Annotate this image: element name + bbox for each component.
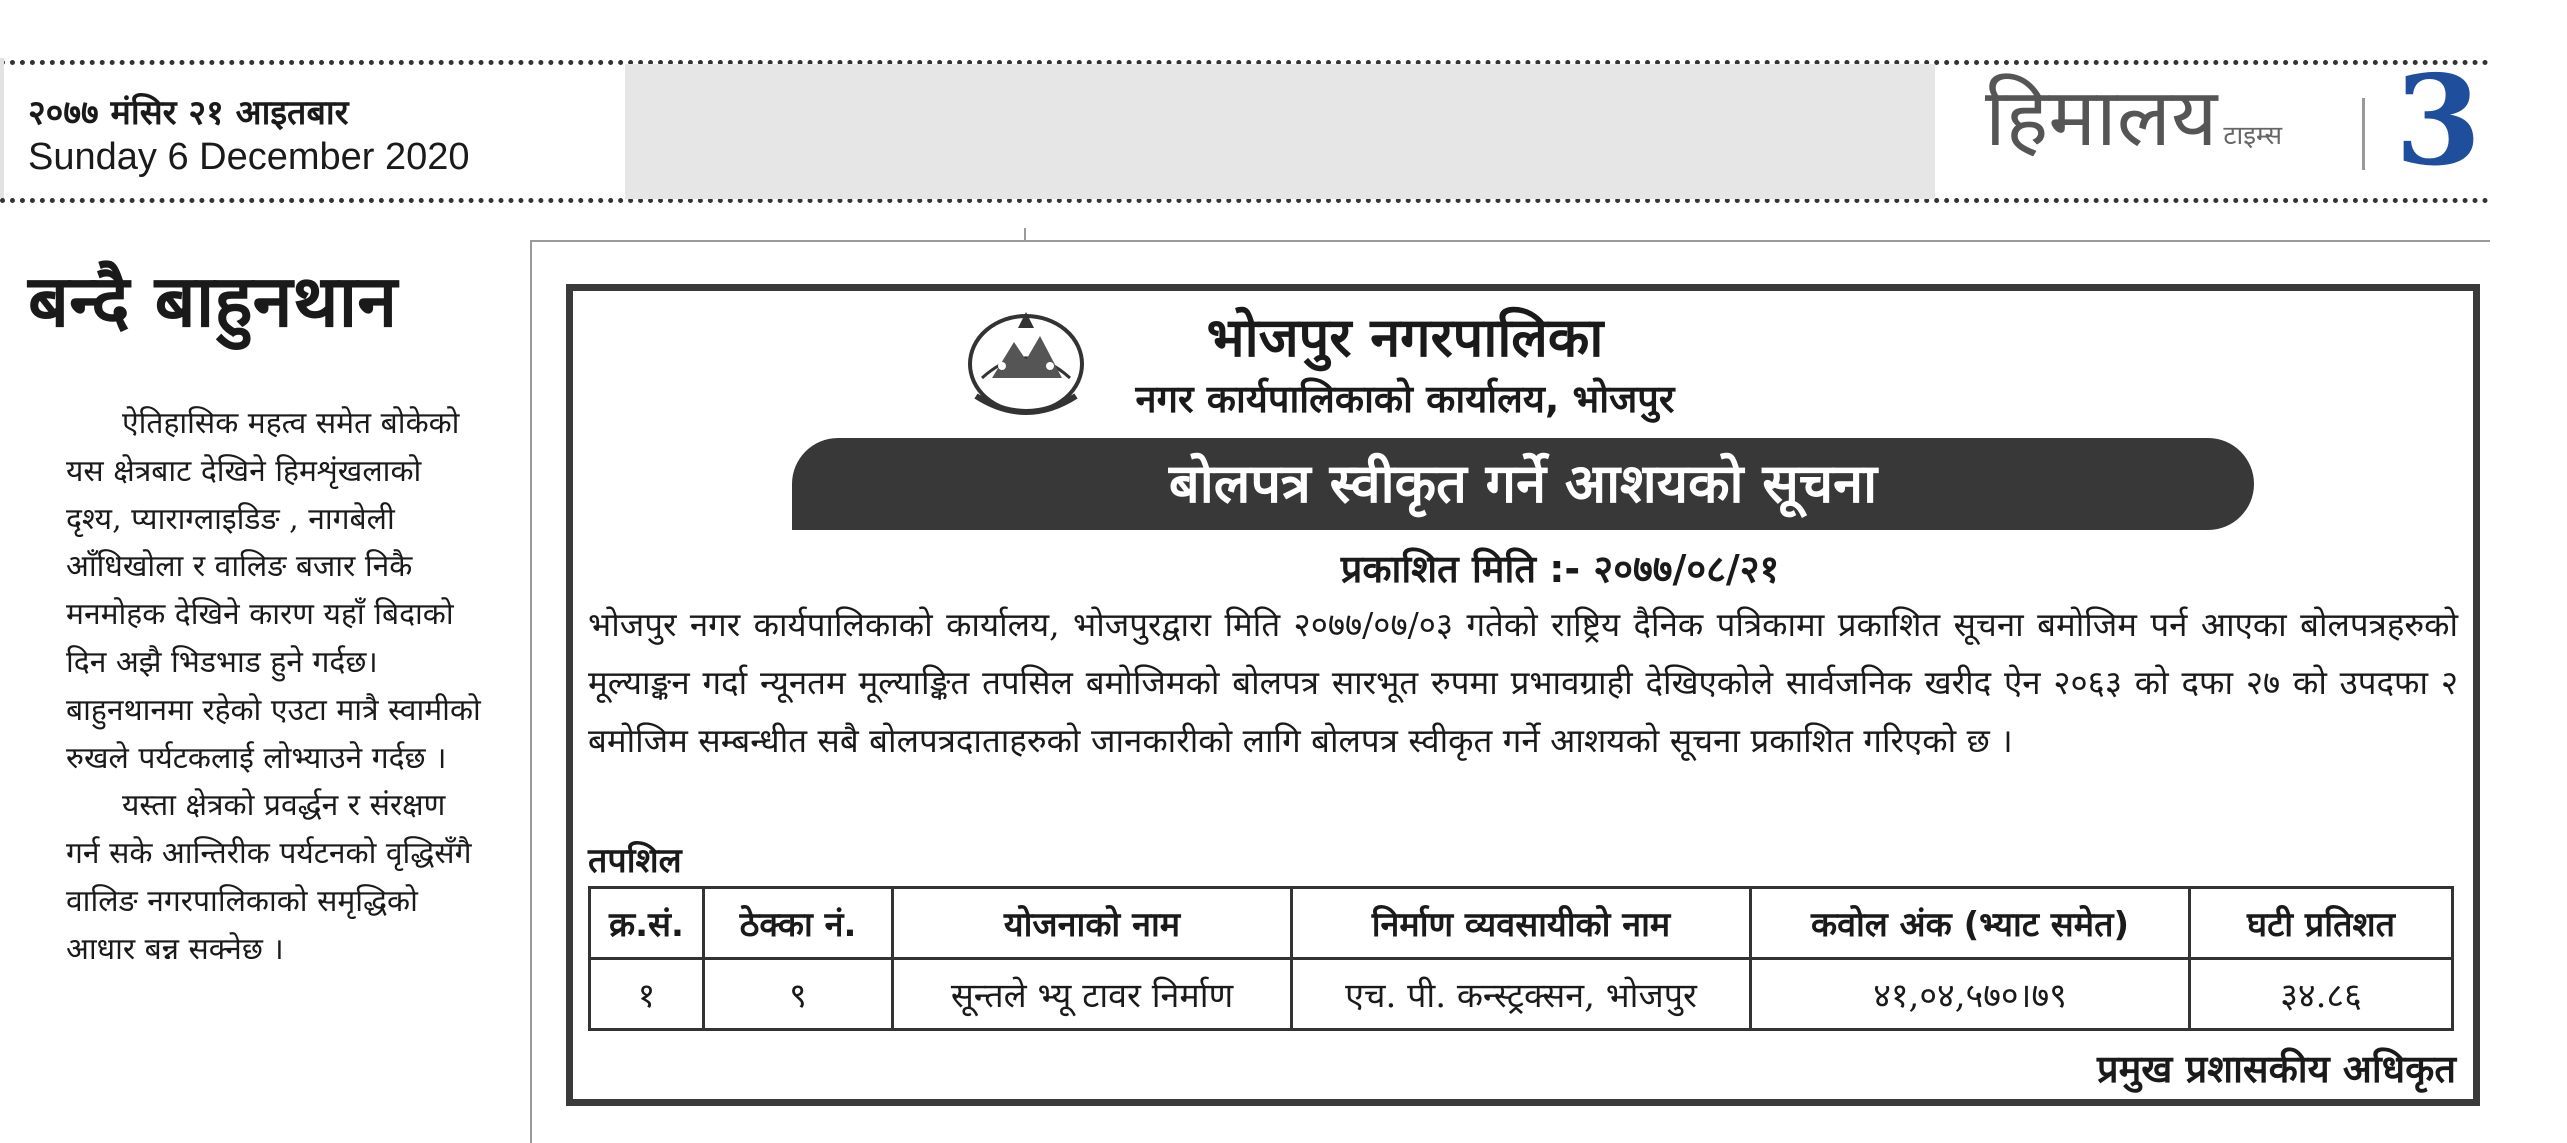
page-number: 3 [2395,49,2482,194]
table-header-row [590,888,2453,959]
ad-frame-top [530,240,2490,242]
margin-mark [0,58,4,198]
cell-bid-amount: ४१,०४,५७०।७९ [1751,959,2190,1030]
notice-body: भोजपुर नगर कार्यपालिकाको कार्यालय, भोजपुरद्वारा मिति २०७७/०७/०३ गतेको राष्ट्रिय दैनिक पत्रिकामा प्रकाशित सूचना बमोजिम पर्न आएका बोलपत्रहरुको मूल्याङ्कन गर्दा न्यूनतम मूल्याङ्कित तपसिल बमोजिमको बोलपत्र सारभूत रुपमा प्रभावग्राही देखिएकोले सार्वजनिक खरीद ऐन २०६३ को दफा २७ को उपदफा २ बमोजिम सम्बन्धीत सबै बोलपत्रदाताहरुको जानकारीको लागि बोलपत्र स्वीकृत गर्ने आशयको सूचना प्रकाशित गरिएको छ । [588,605,2458,760]
notice-heading: बोलपत्र स्वीकृत गर्ने आशयको सूचना [1168,452,1878,515]
organization-office: नगर कार्यपालिकाको कार्यालय, भोजपुर [1135,377,1675,421]
masthead-divider [2362,98,2365,170]
col-header-bid-amount: कवोल अंक (भ्याट समेत) [1751,888,2190,959]
header-ad-band [625,64,1935,199]
col-header-serial: क्र.सं. [590,888,704,959]
cell-project-name: सून्तले भ्यू टावर निर्माण [893,959,1292,1030]
column-paragraph: ऐतिहासिक महत्व समेत बोकेको यस क्षेत्रबाट देखिने हिमशृंखलाको दृश्य, प्याराग्लाइडिङ , नागबेली आँधिखोला र वालिङ बजार निकै मनमोहक देखिने कारण यहाँ बिदाको दिन अझै भिडभाड हुने गर्दछ। बाहुनथानमा रहेको एउटा मात्रै स्वामीको रुखले पर्यटकलाई लोभ्याउने गर्दछ । [66,406,481,776]
column-body [66,400,486,974]
date-nepali: २०७७ मंसिर २१ आइतबार [28,93,349,133]
frame-tick [1024,228,1026,242]
col-header-contract-no: ठेक्का नं. [704,888,893,959]
published-date: प्रकाशित मिति :- २०७७/०८/२१ [1340,547,1780,591]
table-row [590,959,2453,1030]
masthead-title: हिमालय [1985,71,2218,164]
col-header-project-name: योजनाको नाम [893,888,1292,959]
masthead [1985,71,2283,164]
cell-contract-no: ९ [704,959,893,1030]
nepal-emblem-icon [962,308,1090,420]
masthead-subtitle: टाइम्स [2223,121,2283,151]
schedule-table [588,886,2454,1031]
date-english: Sunday 6 December 2020 [28,136,470,178]
cell-serial: १ [590,959,704,1030]
cell-contractor: एच. पी. कन्स्ट्रक्सन, भोजपुर [1292,959,1751,1030]
schedule-label: तपशिल [588,841,682,881]
column-title: बन्दै बाहुनथान [28,258,398,343]
column-paragraph: यस्ता क्षेत्रको प्रवर्द्धन र संरक्षण गर्न सके आन्तिरीक पर्यटनको वृद्धिसँगै वालिङ नगरपालिकाको समृद्धिको आधार बन्न सक्नेछ । [66,788,472,967]
notice-heading-banner [792,438,2254,530]
col-header-discount: घटी प्रतिशत [2190,888,2453,959]
organization-name: भोजपुर नगरपालिका [1206,306,1604,369]
col-header-contractor: निर्माण व्यवसायीको नाम [1292,888,1751,959]
column-divider [530,240,532,1143]
signing-officer: प्रमुख प्रशासकीय अधिकृत [2096,1047,2456,1091]
cell-discount: ३४.८६ [2190,959,2453,1030]
